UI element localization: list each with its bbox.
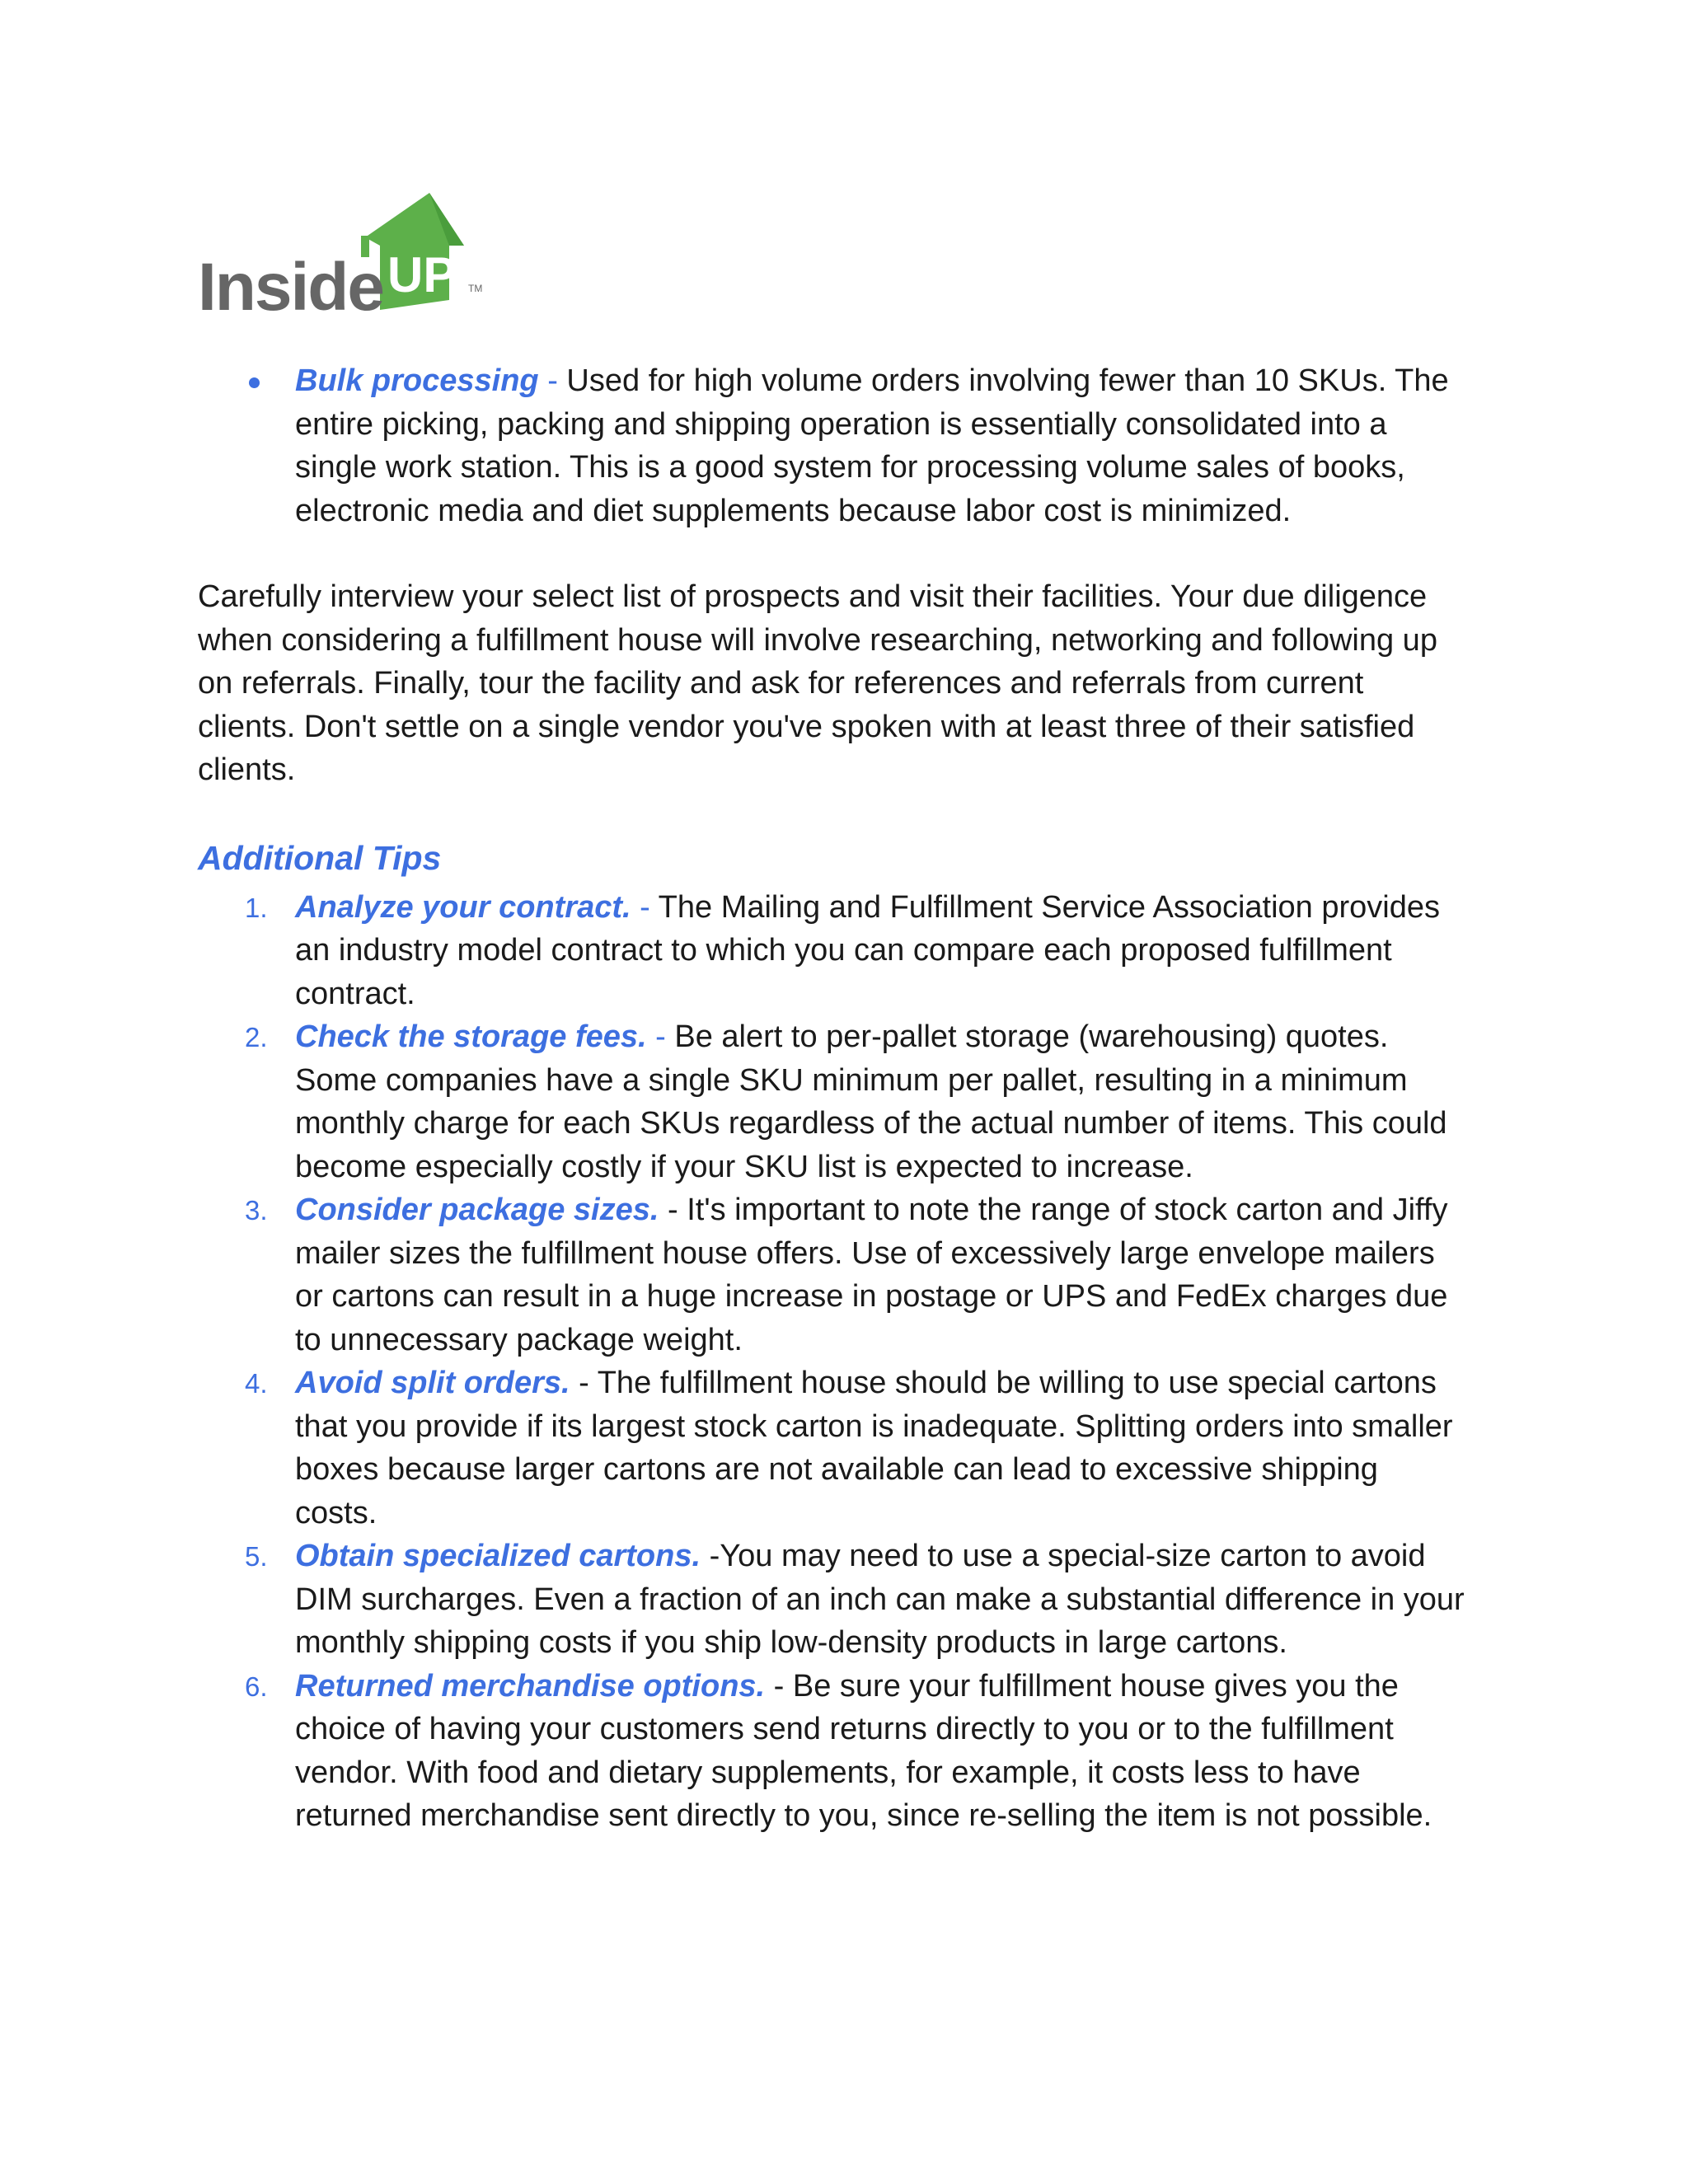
tip-number: 3. <box>245 1195 268 1226</box>
logo-trademark: TM <box>468 283 483 294</box>
tip-separator: - <box>765 1668 793 1704</box>
bullet-text: Used for high volume orders involving fewer than 10 SKUs. The entire picking, packing and shipping operation is essentially consolidated into a single work station. This is a good system for processing volume sales of books, electronic media and diet supplements because labor cost is minimized. <box>295 363 1449 528</box>
tip-lead: Obtain specialized cartons. <box>295 1539 701 1573</box>
tip-separator: - <box>701 1539 720 1573</box>
tip-lead: Consider package sizes. <box>295 1193 659 1227</box>
tip-text: The fulfillment house should be willing to use special cartons that you provide if its largest stock carton is inadequate. Splitting orders into smaller boxes because larger cartons are not available can lead to excessive shipping costs. <box>295 1366 1453 1530</box>
tip-lead: Avoid split orders. <box>295 1366 570 1400</box>
insideup-logo-graphic <box>196 186 509 326</box>
tip-lead: Analyze your contract. <box>295 889 631 925</box>
logo-inside-text: Inside <box>198 250 383 325</box>
tip-item <box>198 1015 1467 1188</box>
bullet-lead: Bulk processing <box>295 363 539 398</box>
tips-list <box>198 886 1467 1838</box>
tip-item <box>198 1361 1467 1535</box>
tip-text: Be alert to per-pallet storage (warehousing) quotes. Some companies have a single SKU minimum per pallet, resulting in a minimum monthly charge for each SKUs regardless of the actual number of items. This could become especially costly if your SKU list is expected to increase. <box>295 1019 1447 1184</box>
tip-number: 5. <box>245 1541 268 1572</box>
tip-text: You may need to use a special-size carton to avoid DIM surcharges. Even a fraction of an inch can make a substantial difference in your monthly shipping costs if you ship low-density products in large cartons. <box>295 1539 1465 1660</box>
insideup-logo <box>196 186 509 326</box>
tip-separator: - <box>570 1366 598 1400</box>
document-body <box>198 359 1467 1838</box>
tip-separator: - <box>646 1019 675 1054</box>
tip-item <box>198 1535 1467 1665</box>
tip-text: Be sure your fulfillment house gives you the choice of having your customers send returns directly to you or to the fulfillment vendor. With food and dietary supplements, for example, it costs less to have returned merchandise sent directly to you, since re-selling the item is not possible. <box>295 1668 1432 1833</box>
tip-text: The Mailing and Fulfillment Service Association provides an industry model contract to which you can compare each proposed fulfillment contract. <box>295 889 1440 1011</box>
section-heading: Additional Tips <box>198 838 442 877</box>
tip-number: 4. <box>245 1368 268 1399</box>
tip-lead: Check the storage fees. <box>295 1019 647 1054</box>
tip-lead: Returned merchandise options. <box>295 1668 766 1704</box>
tip-separator: - <box>659 1193 687 1227</box>
logo-up-text: UP <box>387 247 457 302</box>
list-item-bulk-processing <box>198 359 1467 532</box>
bullet-list <box>198 359 1467 532</box>
tip-text: It's important to note the range of stock carton and Jiffy mailer sizes the fulfillment house offers. Use of excessively large envelope mailers or cartons can result in a huge increase in postage or UPS and FedEx charges due to unnecessary package weight. <box>295 1193 1448 1357</box>
tip-item <box>198 1665 1467 1838</box>
tip-item <box>198 1188 1467 1361</box>
tip-number: 2. <box>245 1022 268 1052</box>
tip-item <box>198 886 1467 1016</box>
bullet-dot-icon <box>249 377 260 388</box>
tip-number: 6. <box>245 1671 268 1702</box>
body-paragraph: Carefully interview your select list of prospects and visit their facilities. Your due diligence when considering a fulfillment house will involve researching, networking and following up on referrals. Finally, tour the facility and ask for references and referrals from current clients. Don't settle on a single vendor you've spoken with at least three of their satisfied clients. <box>198 579 1437 787</box>
tip-separator: - <box>631 889 659 925</box>
bullet-separator: - <box>538 363 567 398</box>
tip-number: 1. <box>245 892 268 923</box>
